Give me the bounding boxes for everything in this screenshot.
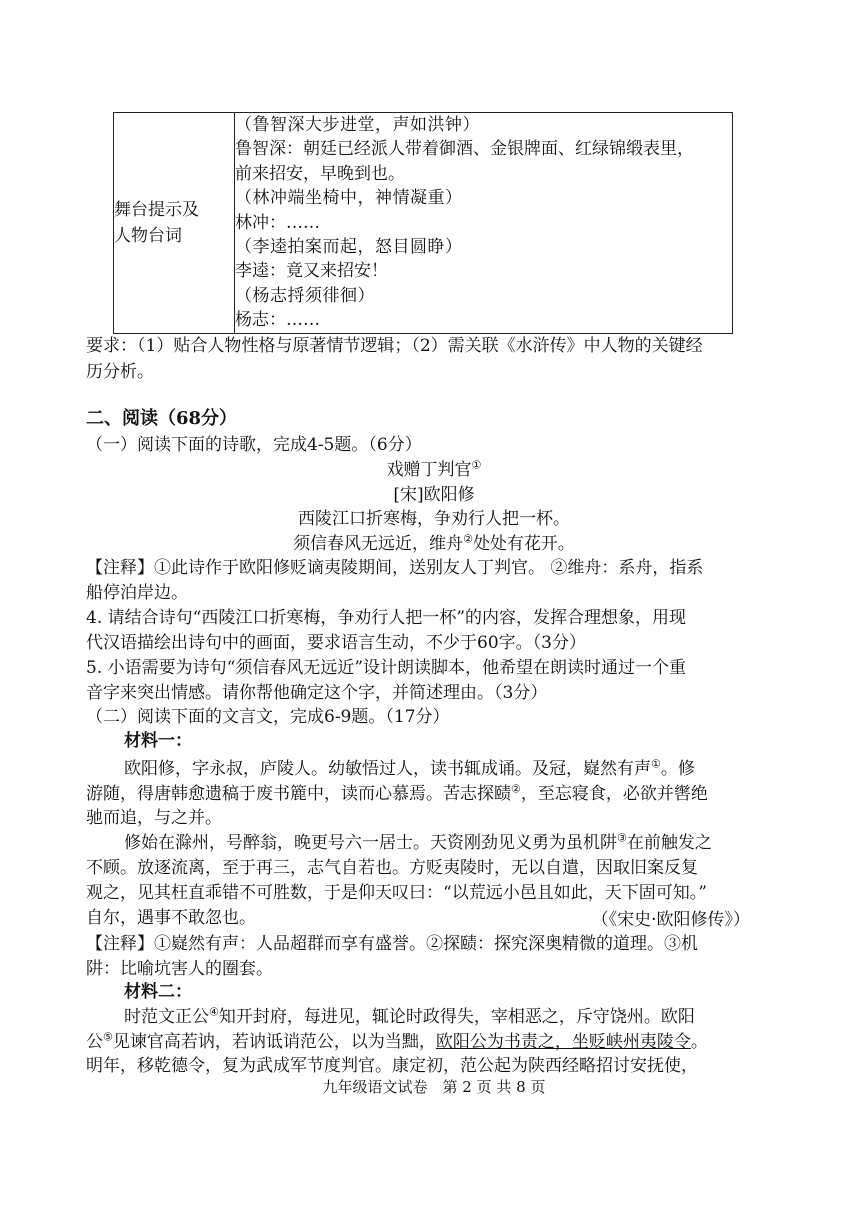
poem-title <box>0 455 868 480</box>
m2-l2-note: ⑤ <box>103 1030 113 1044</box>
m1-l4-a: 修始在滁州，号醉翁，晚更号六一居士。天资刚劲见义勇为虽机阱 <box>124 833 617 853</box>
question5-line2: 音字来突出情感。请你帮他确定这个字，并简述理由。（3分） <box>86 683 548 703</box>
m1-l2-b: ，至忘寝食，必欲并辔绝 <box>520 784 708 804</box>
section-title: 二、阅读（68分） <box>86 408 238 429</box>
m2-l2-a: 公 <box>86 1032 103 1052</box>
poem-line2-b: 处处有花开。 <box>472 534 575 554</box>
material1-title: 材料一： <box>124 731 192 751</box>
poem-line2-note: ② <box>463 532 473 546</box>
character-line: 前来招安，早晚到也。 <box>235 163 405 184</box>
material2-title: 材料二： <box>124 982 192 1002</box>
m2-l1-note: ④ <box>209 1005 219 1019</box>
m2-l2-b: 见谏官高若讷，若讷诋诮范公，以为当黜， <box>112 1032 436 1052</box>
m1-l1-note: ① <box>651 757 661 771</box>
poem-line2-a: 须信春风无远近，维舟 <box>293 534 464 554</box>
table-label-cell <box>114 113 235 334</box>
m2-underlined-sentence: 欧阳公为书责之，坐贬峡州夷陵令 <box>435 1032 691 1052</box>
note2-line2: 阱：比喻坑害人的圈套。 <box>86 959 273 979</box>
character-line: 林冲：…… <box>235 212 320 233</box>
character-line: 李逵：竟又来招安！ <box>235 261 388 282</box>
material2-line1 <box>124 1002 804 1027</box>
stage-script-table <box>113 112 733 334</box>
poem-line1: 西陵江口折寒梅，争劝行人把一杯。 <box>298 509 570 529</box>
material1-line7: 自尔，遇事不敢忽也。 <box>86 908 256 928</box>
material1-source: （《宋史·欧阳修传》） <box>591 910 750 930</box>
character-line: 鲁智深：朝廷已经派人带着御酒、金银牌面、红绿锦缎表里， <box>235 139 694 160</box>
poem-title-text: 戏赠丁判官 <box>386 460 472 480</box>
note1-line2: 船停泊岸边。 <box>86 583 188 603</box>
question4-line2: 代汉语描绘出诗句中的画面，要求语言生动，不少于60字。（3分） <box>86 633 586 653</box>
poem-line2 <box>0 529 868 554</box>
stage-direction: （林冲端坐椅中，神情凝重） <box>235 188 463 209</box>
stage-direction: （鲁智深大步进堂，声如洪钟） <box>235 115 480 135</box>
material1-line6: 观之，见其枉直乖错不可胜数，于是仰天叹曰：“以荒远小邑且如此，天下固可知。” <box>86 883 707 903</box>
table-content-cell <box>235 113 733 334</box>
requirement-line2: 历分析。 <box>86 362 154 382</box>
requirement-line1: 要求：（1）贴合人物性格与原著情节逻辑；（2）需关联《水浒传》中人物的关键经 <box>86 336 703 356</box>
page-footer: 九年级语文试卷 第 2 页 共 8 页 <box>322 1078 546 1096</box>
m1-l2-note: ② <box>511 782 521 796</box>
material2-line2 <box>86 1027 766 1052</box>
material1-line1 <box>124 754 804 779</box>
question5-line1: 5. 小语需要为诗句“须信春风无远近”设计朗读脚本，他希望在朗读时通过一个重 <box>86 658 687 678</box>
material1-line5: 不顾。放逐流离，至于再三，志气自若也。方贬夷陵时，无以自遣，因取旧案反复 <box>86 858 698 878</box>
m2-l2-c: 。 <box>690 1032 708 1052</box>
m1-l4-note: ③ <box>617 831 627 845</box>
stage-direction: （李逵拍案而起，怒目圆睁） <box>235 237 463 258</box>
question4-line1: 4. 请结合诗句“西陵江口折寒梅，争劝行人把一杯”的内容，发挥合理想象，用现 <box>86 608 687 628</box>
poem-author: [宋]欧阳修 <box>393 485 475 505</box>
table-label-line2: 人物台词 <box>114 225 182 246</box>
material1-line4 <box>124 828 804 853</box>
m1-l4-b: 在前触发之 <box>626 833 712 853</box>
m1-l1-a: 欧阳修，字永叔，庐陵人。幼敏悟过人，读书辄成诵。及冠，嶷然有声 <box>124 759 651 779</box>
stage-direction: （杨志捋须徘徊） <box>235 285 375 306</box>
note1-line1: 【注释】①此诗作于欧阳修贬谪夷陵期间，送别友人丁判官。 ②维舟：系舟，指系 <box>86 558 704 578</box>
table-label-line1: 舞台提示及 <box>114 199 199 220</box>
material1-line2 <box>86 779 766 804</box>
poem-title-note: ① <box>471 458 482 472</box>
part1-intro: （一）阅读下面的诗歌，完成4-5题。（6分） <box>86 435 422 455</box>
note2-line1: 【注释】①嶷然有声：人品超群而享有盛誉。②探赜：探究深奥精微的道理。③机 <box>86 934 698 954</box>
m2-l1-b: 知开封府，每进见，辄论时政得失，宰相恶之，斥守饶州。欧阳 <box>218 1007 695 1027</box>
m1-l2-a: 游随，得唐韩愈遗稿于废书簏中，读而心慕焉。苦志探赜 <box>86 784 511 804</box>
m1-l1-b: 。修 <box>660 759 695 779</box>
material1-line3: 驰而追，与之并。 <box>86 808 222 828</box>
m2-l1-a: 时范文正公 <box>124 1007 209 1027</box>
material2-line3: 明年，移乾德令，复为武成军节度判官。康定初，范公起为陕西经略招讨安抚使， <box>86 1056 698 1076</box>
part2-intro: （二）阅读下面的文言文，完成6-9题。（17分） <box>86 707 450 727</box>
character-line: 杨志：…… <box>235 310 320 331</box>
